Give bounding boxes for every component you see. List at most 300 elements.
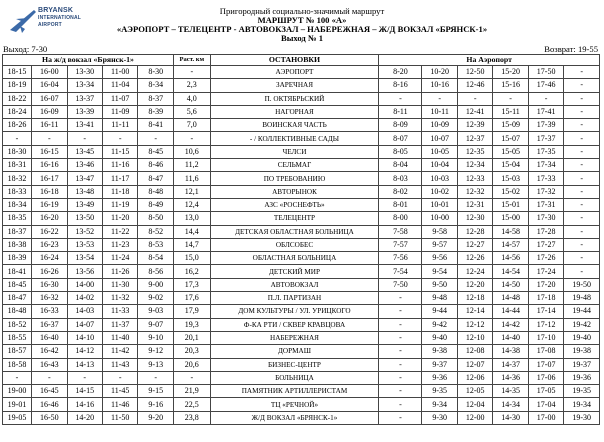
stop-name-cell: ВОИНСКАЯ ЧАСТЬ	[210, 119, 379, 132]
timetable-row	[3, 238, 600, 251]
time-cell-to-station: 11-26	[103, 265, 138, 278]
time-cell-to-airport: 14-42	[493, 318, 528, 331]
timetable-row	[3, 66, 600, 79]
time-cell-to-airport: 8-01	[379, 198, 422, 211]
time-cell-to-airport: 15-16	[493, 79, 528, 92]
time-cell-to-airport: 12-18	[457, 292, 492, 305]
time-cell-to-station: 16-37	[32, 318, 67, 331]
time-cell-to-station: 16-46	[32, 398, 67, 411]
time-cell-to-airport: -	[379, 92, 422, 105]
time-cell-to-station: 13-45	[67, 145, 102, 158]
distance-cell: 11,6	[174, 172, 211, 185]
time-cell-to-station: 18-41	[3, 265, 32, 278]
time-cell-to-airport: 17-30	[528, 212, 563, 225]
stop-name-cell: ДОМ КУЛЬТУРЫ / УЛ. УРИЦКОГО	[210, 305, 379, 318]
time-cell-to-airport: 17-05	[528, 385, 563, 398]
stop-name-cell: ДЕТСКИЙ МИР	[210, 265, 379, 278]
time-cell-to-station: 11-07	[103, 92, 138, 105]
timetable-row	[3, 398, 600, 411]
time-cell-to-airport: 14-57	[493, 238, 528, 251]
stop-name-cell: Ж/Д ВОКЗАЛ «БРЯНСК-1»	[210, 411, 379, 424]
stop-name-cell: ПО ТРЕБОВАНИЮ	[210, 172, 379, 185]
timetable-row	[3, 212, 600, 225]
time-cell-to-station: 13-46	[67, 159, 102, 172]
time-cell-to-station: 19-05	[3, 411, 32, 424]
distance-cell: 16,2	[174, 265, 211, 278]
time-cell-to-airport: 17-14	[528, 305, 563, 318]
route-number: МАРШРУТ № 100 «А»	[257, 15, 347, 25]
time-cell-to-station: 16-19	[32, 198, 67, 211]
time-cell-to-airport: 8-07	[379, 132, 422, 145]
time-cell-to-station: 18-38	[3, 238, 32, 251]
time-cell-to-station: 16-09	[32, 105, 67, 118]
time-cell-to-station: 9-03	[138, 305, 174, 318]
time-cell-to-airport: 9-57	[422, 238, 457, 251]
time-cell-to-station: 16-07	[32, 92, 67, 105]
time-cell-to-airport: 15-00	[493, 212, 528, 225]
time-cell-to-airport: 7-54	[379, 265, 422, 278]
time-cell-to-airport: -	[379, 318, 422, 331]
time-cell-to-airport: 17-32	[528, 185, 563, 198]
time-cell-to-airport: 19-40	[564, 331, 600, 344]
stop-name-cell: БОЛЬНИЦА	[210, 371, 379, 384]
time-cell-to-airport: 19-42	[564, 318, 600, 331]
time-cell-to-airport: 12-05	[457, 385, 492, 398]
time-cell-to-airport: 17-24	[528, 265, 563, 278]
timetable-row	[3, 371, 600, 384]
time-cell-to-station: 8-48	[138, 185, 174, 198]
timetable-row	[3, 331, 600, 344]
distance-cell: 2,3	[174, 79, 211, 92]
time-cell-to-airport: -	[564, 119, 600, 132]
time-cell-to-airport: 12-46	[457, 79, 492, 92]
route-subtitle: Пригородный социально-значимый маршрут	[219, 6, 385, 16]
exit-number: Выход № 1	[280, 33, 324, 43]
distance-cell: 14,4	[174, 225, 211, 238]
time-cell-to-airport: 12-20	[457, 278, 492, 291]
time-cell-to-station: 11-17	[103, 172, 138, 185]
stop-name-cell: АЭРОПОРТ	[210, 66, 379, 79]
time-cell-to-airport: 14-36	[493, 371, 528, 384]
timetable-row	[3, 79, 600, 92]
timetable-row	[3, 119, 600, 132]
stop-name-cell: ДЕТСКАЯ ОБЛАСТНАЯ БОЛЬНИЦА	[210, 225, 379, 238]
time-cell-to-airport: 10-16	[422, 79, 457, 92]
time-cell-to-airport: 12-41	[457, 105, 492, 118]
timetable-row	[3, 159, 600, 172]
distance-cell: 20,6	[174, 358, 211, 371]
time-cell-to-airport: 10-04	[422, 159, 457, 172]
time-cell-to-airport: 14-54	[493, 265, 528, 278]
time-cell-to-station: 9-20	[138, 411, 174, 424]
time-cell-to-airport: 12-08	[457, 345, 492, 358]
stop-name-cell: - / КОЛЛЕКТИВНЫЕ САДЫ	[210, 132, 379, 145]
time-cell-to-airport: 9-38	[422, 345, 457, 358]
timetable-row	[3, 92, 600, 105]
timetable-row	[3, 411, 600, 424]
time-cell-to-airport: 8-05	[379, 145, 422, 158]
time-cell-to-airport: 15-20	[493, 66, 528, 79]
time-cell-to-airport: -	[564, 92, 600, 105]
time-cell-to-station: -	[3, 132, 32, 145]
time-cell-to-station: 16-50	[32, 411, 67, 424]
time-cell-to-airport: 10-03	[422, 172, 457, 185]
time-cell-to-station: 13-39	[67, 105, 102, 118]
time-cell-to-station: 11-04	[103, 79, 138, 92]
time-cell-to-airport: 17-34	[528, 159, 563, 172]
time-cell-to-station: -	[32, 371, 67, 384]
time-cell-to-station: 11-33	[103, 305, 138, 318]
time-cell-to-station: 18-48	[3, 305, 32, 318]
timetable-row	[3, 185, 600, 198]
time-cell-to-station: 8-49	[138, 198, 174, 211]
time-cell-to-station: 8-50	[138, 212, 174, 225]
time-cell-to-station: 11-30	[103, 278, 138, 291]
time-cell-to-airport: 17-39	[528, 119, 563, 132]
time-cell-to-airport: -	[379, 345, 422, 358]
time-cell-to-station: 11-19	[103, 198, 138, 211]
time-cell-to-station: 18-30	[3, 145, 32, 158]
time-cell-to-airport: 12-30	[457, 212, 492, 225]
time-cell-to-airport: 12-35	[457, 145, 492, 158]
time-cell-to-station: 11-46	[103, 398, 138, 411]
time-cell-to-station: -	[138, 132, 174, 145]
time-cell-to-airport: -	[564, 225, 600, 238]
time-cell-to-airport: 17-00	[528, 411, 563, 424]
timetable-row	[3, 278, 600, 291]
stop-name-cell: ЧЕЛСИ	[210, 145, 379, 158]
timetable-row	[3, 292, 600, 305]
distance-cell: 11,2	[174, 159, 211, 172]
time-cell-to-station: 18-45	[3, 278, 32, 291]
time-cell-to-station: -	[103, 132, 138, 145]
time-cell-to-airport: -	[564, 132, 600, 145]
header-to-station: На ж/д вокзал «Брянск-1»	[3, 55, 174, 66]
time-cell-to-airport: 10-07	[422, 132, 457, 145]
time-cell-to-airport: 12-33	[457, 172, 492, 185]
time-cell-to-airport: 12-12	[457, 318, 492, 331]
stop-name-cell: АВТОРЫНОК	[210, 185, 379, 198]
time-cell-to-airport: 12-14	[457, 305, 492, 318]
time-cell-to-station: 14-13	[67, 358, 102, 371]
time-cell-to-station: 8-46	[138, 159, 174, 172]
time-cell-to-airport: 19-44	[564, 305, 600, 318]
time-cell-to-station: 16-23	[32, 238, 67, 251]
timetable-row	[3, 105, 600, 118]
time-cell-to-airport: 14-37	[493, 358, 528, 371]
time-cell-to-airport: 9-36	[422, 371, 457, 384]
stop-name-cell: ЗАРЕЧНАЯ	[210, 79, 379, 92]
time-cell-to-airport: 9-54	[422, 265, 457, 278]
distance-cell: 15,0	[174, 252, 211, 265]
stop-name-cell: Ф-КА РТИ / СКВЕР КРАВЦОВА	[210, 318, 379, 331]
time-cell-to-station: 14-00	[67, 278, 102, 291]
time-cell-to-station: 16-32	[32, 292, 67, 305]
time-cell-to-airport: 8-03	[379, 172, 422, 185]
time-cell-to-airport: -	[528, 92, 563, 105]
time-cell-to-airport: 12-06	[457, 371, 492, 384]
time-cell-to-airport: 17-41	[528, 105, 563, 118]
distance-cell: 17,9	[174, 305, 211, 318]
time-cell-to-station: 16-17	[32, 172, 67, 185]
timetable-row	[3, 172, 600, 185]
timetable-row	[3, 252, 600, 265]
time-cell-to-station: 11-18	[103, 185, 138, 198]
timetable-row	[3, 145, 600, 158]
time-cell-to-airport: 14-58	[493, 225, 528, 238]
time-cell-to-airport: 8-11	[379, 105, 422, 118]
return-time: Возврат: 19-55	[544, 44, 598, 54]
time-cell-to-station: 14-10	[67, 331, 102, 344]
distance-cell: 20,1	[174, 331, 211, 344]
time-cell-to-airport: 12-07	[457, 358, 492, 371]
time-cell-to-station: 16-30	[32, 278, 67, 291]
timetable-row	[3, 132, 600, 145]
time-cell-to-station: 18-39	[3, 252, 32, 265]
time-cell-to-station: 16-26	[32, 265, 67, 278]
stop-name-cell: ДОРМАШ	[210, 345, 379, 358]
time-cell-to-station: 16-15	[32, 145, 67, 158]
time-cell-to-station: 18-37	[3, 225, 32, 238]
time-cell-to-airport: -	[564, 66, 600, 79]
time-cell-to-airport: -	[379, 411, 422, 424]
time-cell-to-airport: 12-31	[457, 198, 492, 211]
time-cell-to-airport: 15-04	[493, 159, 528, 172]
time-cell-to-station: 11-00	[103, 66, 138, 79]
time-cell-to-airport: 19-30	[564, 411, 600, 424]
stop-name-cell: СЕЛЬМАГ	[210, 159, 379, 172]
time-cell-to-station: 14-03	[67, 305, 102, 318]
time-cell-to-airport: 14-56	[493, 252, 528, 265]
time-cell-to-airport: 12-00	[457, 411, 492, 424]
stop-name-cell: АЗС «РОСНЕФТЬ»	[210, 198, 379, 211]
time-cell-to-airport: 14-30	[493, 411, 528, 424]
time-cell-to-airport: 19-35	[564, 385, 600, 398]
time-cell-to-airport: 9-58	[422, 225, 457, 238]
time-cell-to-station: 18-58	[3, 358, 32, 371]
distance-cell: 19,3	[174, 318, 211, 331]
time-cell-to-station: 18-33	[3, 185, 32, 198]
time-cell-to-airport: 9-48	[422, 292, 457, 305]
time-cell-to-airport: 7-58	[379, 225, 422, 238]
time-cell-to-station: 11-37	[103, 318, 138, 331]
time-cell-to-airport: -	[379, 358, 422, 371]
time-cell-to-airport: -	[493, 92, 528, 105]
time-cell-to-airport: 14-35	[493, 385, 528, 398]
time-cell-to-airport: 12-26	[457, 252, 492, 265]
time-cell-to-station: 8-45	[138, 145, 174, 158]
stop-name-cell: НАБЕРЕЖНАЯ	[210, 331, 379, 344]
time-cell-to-airport: -	[379, 371, 422, 384]
time-cell-to-airport: 9-35	[422, 385, 457, 398]
time-cell-to-airport: 8-00	[379, 212, 422, 225]
time-cell-to-airport: 19-34	[564, 398, 600, 411]
time-cell-to-station: 11-23	[103, 238, 138, 251]
time-cell-to-airport: 17-04	[528, 398, 563, 411]
time-cell-to-station: 16-11	[32, 119, 67, 132]
time-cell-to-airport: 17-37	[528, 132, 563, 145]
time-cell-to-station: 8-30	[138, 66, 174, 79]
time-cell-to-station: 16-40	[32, 331, 67, 344]
distance-cell: 14,7	[174, 238, 211, 251]
time-cell-to-station: 13-54	[67, 252, 102, 265]
distance-cell: 17,3	[174, 278, 211, 291]
time-cell-to-airport: 17-35	[528, 145, 563, 158]
time-cell-to-airport: 12-50	[457, 66, 492, 79]
time-cell-to-station: 8-52	[138, 225, 174, 238]
time-cell-to-airport: 19-48	[564, 292, 600, 305]
time-cell-to-station: 18-24	[3, 105, 32, 118]
time-cell-to-station: 9-10	[138, 331, 174, 344]
time-cell-to-airport: 9-34	[422, 398, 457, 411]
time-cell-to-station: 11-45	[103, 385, 138, 398]
time-cell-to-airport: 17-50	[528, 66, 563, 79]
time-cell-to-airport: 8-16	[379, 79, 422, 92]
time-cell-to-airport: 19-50	[564, 278, 600, 291]
time-cell-to-station: 18-32	[3, 172, 32, 185]
time-cell-to-airport: 10-11	[422, 105, 457, 118]
time-cell-to-station: 14-16	[67, 398, 102, 411]
timetable-row	[3, 318, 600, 331]
time-cell-to-station: -	[67, 371, 102, 384]
time-cell-to-station: 8-53	[138, 238, 174, 251]
time-cell-to-airport: 17-27	[528, 238, 563, 251]
time-cell-to-station: 8-37	[138, 92, 174, 105]
timetable	[2, 54, 600, 425]
time-cell-to-airport: 10-01	[422, 198, 457, 211]
time-cell-to-airport: 14-40	[493, 331, 528, 344]
time-cell-to-station: 18-47	[3, 292, 32, 305]
time-cell-to-airport: -	[564, 172, 600, 185]
time-cell-to-station: 16-20	[32, 212, 67, 225]
timetable-row	[3, 265, 600, 278]
distance-cell: 5,6	[174, 105, 211, 118]
distance-cell: -	[174, 371, 211, 384]
time-cell-to-airport: 17-31	[528, 198, 563, 211]
stop-name-cell: ТЦ «РЕЧНОЙ»	[210, 398, 379, 411]
time-cell-to-airport: 17-07	[528, 358, 563, 371]
stop-name-cell: НАГОРНАЯ	[210, 105, 379, 118]
time-cell-to-station: 16-42	[32, 345, 67, 358]
time-cell-to-airport: 10-20	[422, 66, 457, 79]
stop-name-cell: П. ОКТЯБРЬСКИЙ	[210, 92, 379, 105]
time-cell-to-station: 8-54	[138, 252, 174, 265]
time-cell-to-station: 11-11	[103, 119, 138, 132]
time-cell-to-airport: 12-34	[457, 159, 492, 172]
time-cell-to-airport: 15-03	[493, 172, 528, 185]
time-cell-to-airport: 10-00	[422, 212, 457, 225]
time-cell-to-airport: 15-02	[493, 185, 528, 198]
time-cell-to-station: 8-39	[138, 105, 174, 118]
time-cell-to-airport: 8-02	[379, 185, 422, 198]
time-cell-to-station: 18-15	[3, 66, 32, 79]
time-cell-to-airport: -	[422, 92, 457, 105]
time-cell-to-airport: -	[564, 79, 600, 92]
distance-cell: 4,0	[174, 92, 211, 105]
exit-time: Выход: 7-30	[3, 44, 48, 54]
header-stops: ОСТАНОВКИ	[210, 55, 379, 66]
time-cell-to-station: 8-34	[138, 79, 174, 92]
distance-cell: 12,4	[174, 198, 211, 211]
time-cell-to-station: 18-22	[3, 92, 32, 105]
time-cell-to-station: 9-16	[138, 398, 174, 411]
time-cell-to-station: 13-34	[67, 79, 102, 92]
distance-cell: 20,3	[174, 345, 211, 358]
time-cell-to-station: -	[32, 132, 67, 145]
time-cell-to-airport: 12-28	[457, 225, 492, 238]
time-cell-to-airport: -	[564, 212, 600, 225]
time-cell-to-station: 18-57	[3, 345, 32, 358]
time-cell-to-airport: 19-36	[564, 371, 600, 384]
time-cell-to-airport: 9-42	[422, 318, 457, 331]
time-cell-to-airport: -	[457, 92, 492, 105]
time-cell-to-station: 18-26	[3, 119, 32, 132]
time-cell-to-station: -	[3, 371, 32, 384]
time-cell-to-station: 18-34	[3, 198, 32, 211]
time-cell-to-station: 14-02	[67, 292, 102, 305]
time-cell-to-airport: 12-04	[457, 398, 492, 411]
time-cell-to-airport: -	[564, 238, 600, 251]
time-cell-to-station: 11-42	[103, 345, 138, 358]
distance-cell: 13,0	[174, 212, 211, 225]
distance-cell: 17,6	[174, 292, 211, 305]
time-cell-to-station: 18-52	[3, 318, 32, 331]
time-cell-to-station: 9-07	[138, 318, 174, 331]
time-cell-to-station: 16-33	[32, 305, 67, 318]
distance-cell: 7,0	[174, 119, 211, 132]
time-cell-to-station: 11-09	[103, 105, 138, 118]
time-cell-to-airport: 12-10	[457, 331, 492, 344]
time-cell-to-station: 14-07	[67, 318, 102, 331]
time-cell-to-station: 13-50	[67, 212, 102, 225]
time-cell-to-station: 14-20	[67, 411, 102, 424]
time-cell-to-airport: 17-08	[528, 345, 563, 358]
header-distance: Раст. км	[174, 55, 211, 66]
time-cell-to-airport: 17-33	[528, 172, 563, 185]
time-cell-to-station: -	[103, 371, 138, 384]
distance-cell: 12,1	[174, 185, 211, 198]
time-cell-to-station: 18-35	[3, 212, 32, 225]
time-cell-to-airport: -	[564, 252, 600, 265]
time-cell-to-airport: -	[564, 105, 600, 118]
time-cell-to-airport: -	[564, 145, 600, 158]
time-cell-to-station: 18-19	[3, 79, 32, 92]
time-cell-to-station: 11-50	[103, 411, 138, 424]
time-cell-to-station: 16-43	[32, 358, 67, 371]
time-cell-to-station: 16-16	[32, 159, 67, 172]
time-cell-to-airport: 17-06	[528, 371, 563, 384]
time-cell-to-station: 11-16	[103, 159, 138, 172]
time-cell-to-airport: 12-39	[457, 119, 492, 132]
time-cell-to-airport: 12-32	[457, 185, 492, 198]
time-cell-to-station: 11-24	[103, 252, 138, 265]
time-cell-to-airport: 17-10	[528, 331, 563, 344]
timetable-row	[3, 225, 600, 238]
time-cell-to-airport: 8-04	[379, 159, 422, 172]
time-cell-to-airport: 7-50	[379, 278, 422, 291]
logo-text: BRYANSK INTERNATIONAL AIRPORT	[38, 7, 82, 28]
time-cell-to-airport: 8-20	[379, 66, 422, 79]
time-cell-to-airport: 12-27	[457, 238, 492, 251]
time-cell-to-airport: 17-28	[528, 225, 563, 238]
time-cell-to-station: 16-24	[32, 252, 67, 265]
stop-name-cell: БИЗНЕС-ЦЕНТР	[210, 358, 379, 371]
time-cell-to-airport: -	[564, 198, 600, 211]
time-cell-to-station: 13-53	[67, 238, 102, 251]
time-cell-to-airport: 7-56	[379, 252, 422, 265]
time-cell-to-station: 9-02	[138, 292, 174, 305]
time-cell-to-airport: 17-26	[528, 252, 563, 265]
